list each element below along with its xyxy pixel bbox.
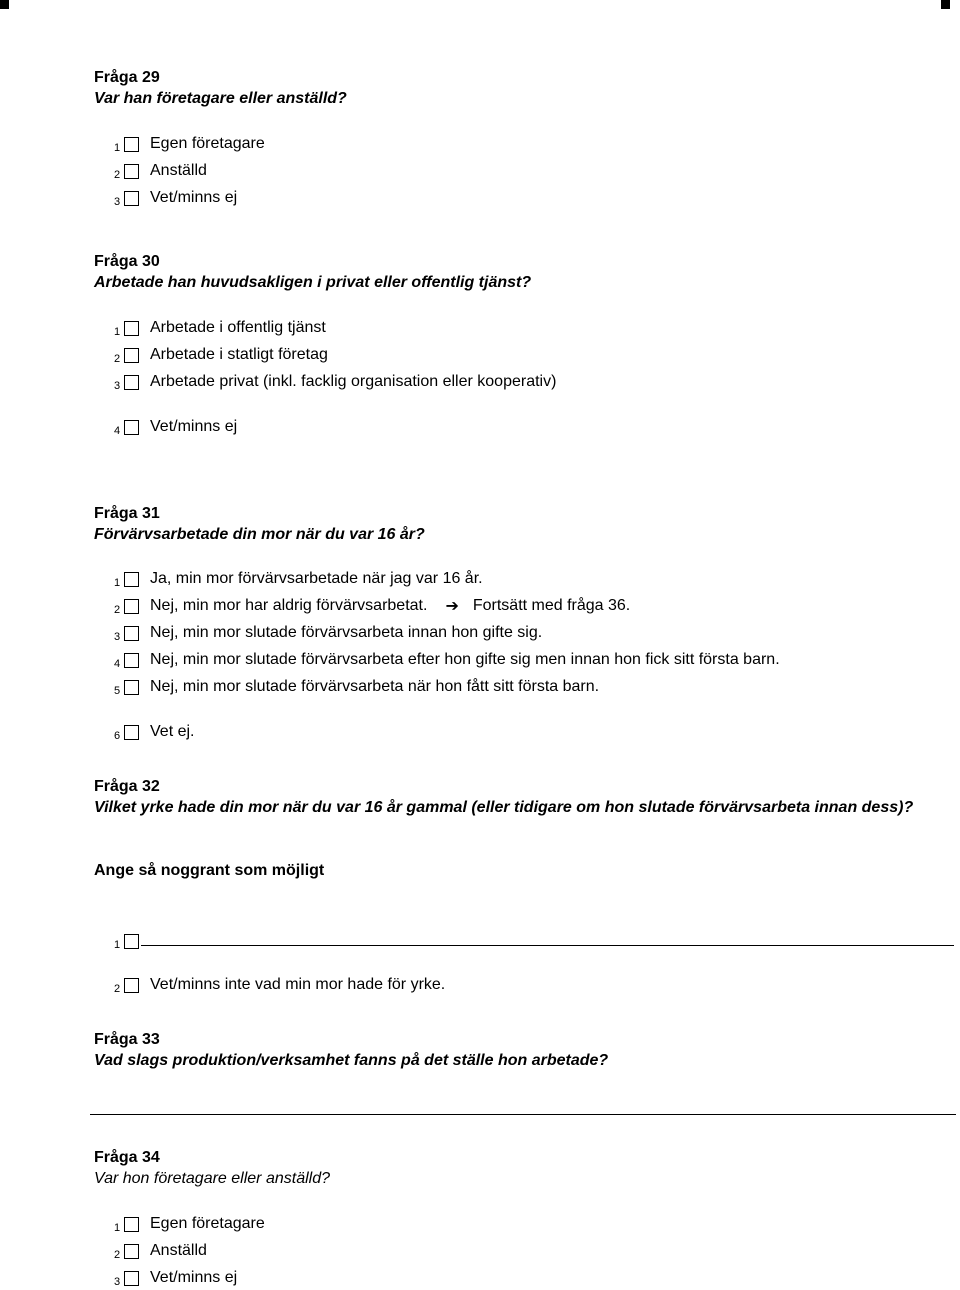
- checkbox[interactable]: [124, 1244, 139, 1259]
- option-label: Anställd: [150, 162, 207, 179]
- option-label: Egen företagare: [150, 1215, 265, 1232]
- instruction-text: Ange så noggrant som möjligt: [94, 862, 325, 879]
- option-label: Vet/minns ej: [150, 418, 238, 435]
- checkbox[interactable]: [124, 164, 139, 179]
- option-q31-2[interactable]: [114, 595, 630, 617]
- question-31: [94, 503, 934, 545]
- option-number: 3: [114, 631, 121, 643]
- option-label: Vet ej.: [150, 723, 195, 740]
- option-q30-4[interactable]: [114, 416, 237, 438]
- option-number: 4: [114, 658, 121, 670]
- option-label: Vet/minns ej: [150, 1269, 238, 1286]
- option-q30-3[interactable]: [114, 371, 556, 393]
- checkbox[interactable]: [124, 420, 139, 435]
- skip-instruction: Fortsätt med fråga 36.: [472, 597, 631, 614]
- option-q30-1[interactable]: [114, 317, 326, 339]
- checkbox[interactable]: [124, 375, 139, 390]
- option-number: 2: [114, 1249, 121, 1261]
- option-number: 2: [114, 169, 121, 181]
- option-number: 4: [114, 425, 121, 437]
- checkbox[interactable]: [124, 191, 139, 206]
- option-number: 1: [114, 326, 121, 338]
- option-q31-6[interactable]: [114, 721, 194, 743]
- option-q32-2[interactable]: [114, 974, 445, 996]
- question-number: Fråga 31: [94, 505, 160, 522]
- option-q34-1[interactable]: [114, 1213, 265, 1235]
- option-label: Arbetade privat (inkl. facklig organisation eller kooperativ): [150, 373, 557, 390]
- checkbox[interactable]: [124, 1271, 139, 1286]
- question-number: Fråga 29: [94, 69, 160, 86]
- option-number: 3: [114, 196, 121, 208]
- option-q31-3[interactable]: [114, 622, 542, 644]
- option-label: Anställd: [150, 1242, 207, 1259]
- option-q29-1[interactable]: [114, 133, 265, 155]
- option-number: 3: [114, 380, 121, 392]
- option-number: 1: [114, 577, 121, 589]
- option-number: 5: [114, 685, 121, 697]
- option-number: 3: [114, 1276, 121, 1288]
- option-label: Ja, min mor förvärvsarbetade när jag var 16 år.: [150, 570, 483, 587]
- question-text: Förvärvsarbetade din mor när du var 16 år?: [94, 526, 425, 543]
- checkbox[interactable]: [124, 599, 139, 614]
- question-29: [94, 67, 934, 109]
- checkbox[interactable]: [124, 653, 139, 668]
- question-34: [94, 1147, 934, 1189]
- option-q29-2[interactable]: [114, 160, 207, 182]
- question-text: Var han företagare eller anställd?: [94, 90, 347, 107]
- checkbox[interactable]: [124, 137, 139, 152]
- checkbox[interactable]: [124, 321, 139, 336]
- checkbox[interactable]: [124, 680, 139, 695]
- checkbox[interactable]: [124, 1217, 139, 1232]
- option-number: 2: [114, 983, 121, 995]
- question-text: Vad slags produktion/verksamhet fanns på det ställe hon arbetade?: [94, 1052, 609, 1069]
- question-text: Arbetade han huvudsakligen i privat eller offentlig tjänst?: [94, 274, 532, 291]
- option-number: 1: [114, 939, 121, 951]
- option-number: 2: [114, 604, 121, 616]
- option-number: 6: [114, 730, 121, 742]
- option-label: Nej, min mor slutade förvärvsarbeta innan hon gifte sig.: [150, 624, 543, 641]
- checkbox[interactable]: [124, 348, 139, 363]
- question-text: Vilket yrke hade din mor när du var 16 år gammal (eller tidigare om hon slutade förvärvsarbeta innan dess)?: [94, 799, 914, 816]
- question-text: Var hon företagare eller anställd?: [94, 1170, 330, 1187]
- question-number: Fråga 32: [94, 778, 160, 795]
- checkbox[interactable]: [124, 978, 139, 993]
- checkbox[interactable]: [124, 725, 139, 740]
- option-q29-3[interactable]: [114, 187, 237, 209]
- question-number: Fråga 33: [94, 1031, 160, 1048]
- question-number: Fråga 30: [94, 253, 160, 270]
- checkbox[interactable]: [124, 626, 139, 641]
- checkbox[interactable]: [124, 572, 139, 587]
- option-q34-2[interactable]: [114, 1240, 207, 1262]
- answer-line[interactable]: [141, 945, 954, 946]
- checkbox[interactable]: [124, 934, 139, 949]
- option-label: Nej, min mor slutade förvärvsarbeta efter hon gifte sig men innan hon fick sitt första barn.: [150, 651, 780, 668]
- answer-line[interactable]: [90, 1114, 956, 1115]
- option-q30-2[interactable]: [114, 344, 328, 366]
- option-q31-5[interactable]: [114, 676, 599, 698]
- option-label: Arbetade i offentlig tjänst: [150, 319, 326, 336]
- corner-mark-left: [0, 0, 9, 9]
- question-number: Fråga 34: [94, 1149, 160, 1166]
- option-label: Nej, min mor har aldrig förvärvsarbetat.: [150, 597, 428, 614]
- option-q31-4[interactable]: [114, 649, 780, 671]
- option-q34-3[interactable]: [114, 1267, 237, 1289]
- option-label: Arbetade i statligt företag: [150, 346, 328, 363]
- option-q31-1[interactable]: [114, 568, 483, 590]
- option-label: Nej, min mor slutade förvärvsarbeta när hon fått sitt första barn.: [150, 678, 600, 695]
- question-33: [94, 1029, 934, 1071]
- option-number: 2: [114, 353, 121, 365]
- option-label: Vet/minns inte vad min mor hade för yrke.: [150, 976, 446, 993]
- option-q32-1[interactable]: [114, 930, 139, 952]
- question-32: [94, 776, 934, 818]
- option-number: 1: [114, 1222, 121, 1234]
- question-30: [94, 251, 934, 293]
- arrow-right-icon: ➔: [445, 598, 459, 615]
- corner-mark-right: [941, 0, 950, 9]
- option-label: Vet/minns ej: [150, 189, 238, 206]
- option-label: Egen företagare: [150, 135, 265, 152]
- option-number: 1: [114, 142, 121, 154]
